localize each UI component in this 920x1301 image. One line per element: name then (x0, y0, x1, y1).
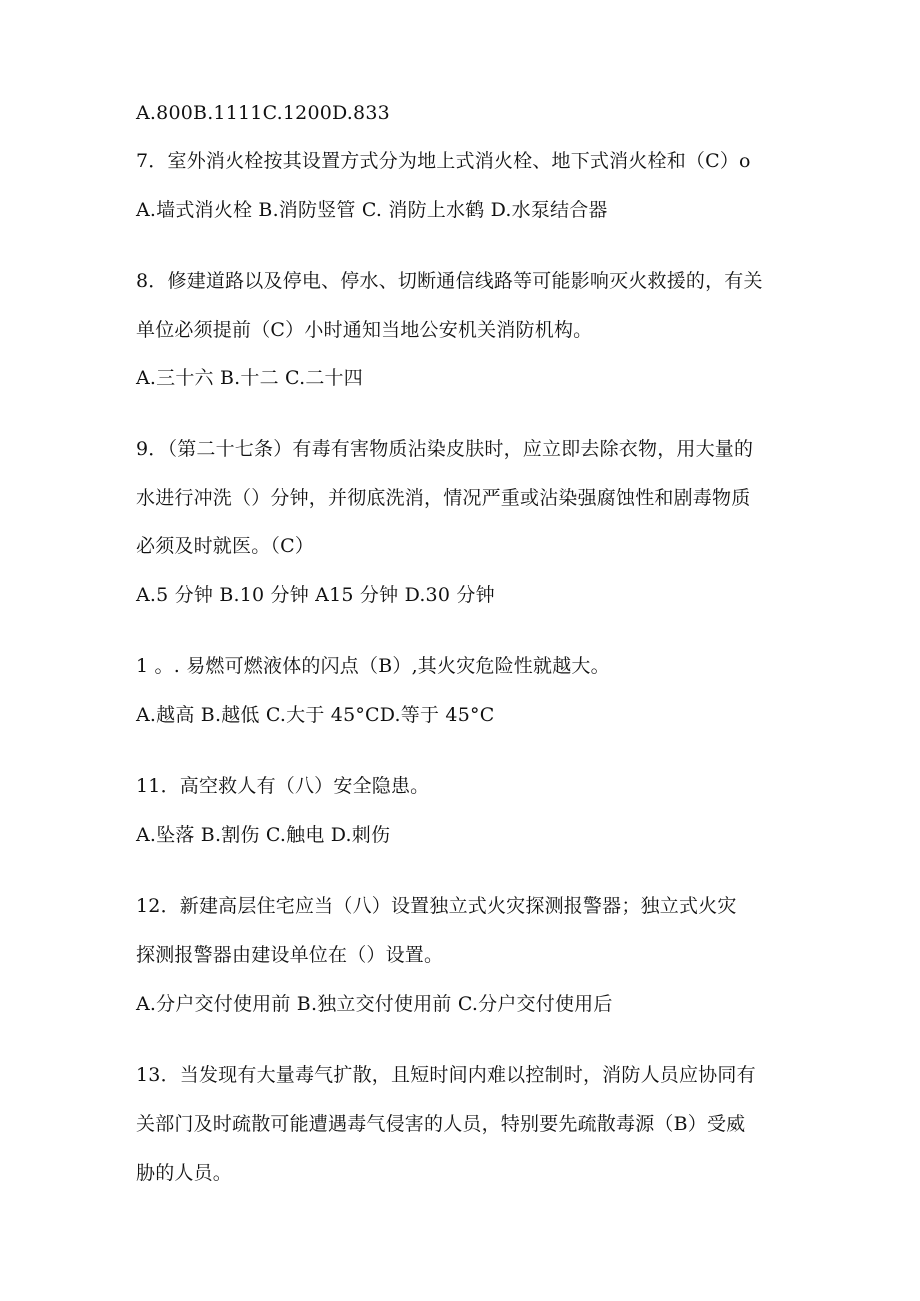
answer-options-q12: A.分户交付使用前 B.独立交付使用前 C.分户交付使用后 (136, 993, 613, 1015)
answer-options-q6: A.800B.1111C.1200D.833 (136, 102, 390, 124)
question-9-line-2: 水进行冲洗（）分钟，并彻底洗消，情况严重或沾染强腐蚀性和剧毒物质 (136, 487, 751, 509)
question-11: 11．高空救人有（八）安全隐患。 (136, 775, 430, 797)
question-9-line-1: 9．（第二十七条）有毒有害物质沾染皮肤时，应立即去除衣物，用大量的 (136, 438, 754, 460)
question-13-line-1: 13．当发现有大量毒气扩散，且短时间内难以控制时，消防人员应协同有 (136, 1064, 756, 1086)
question-8-line-2: 单位必须提前（C）小时通知当地公安机关消防机构。 (136, 319, 593, 341)
question-8-line-1: 8．修建道路以及停电、停水、切断通信线路等可能影响灭火救援的，有关 (136, 270, 763, 292)
question-7: 7．室外消火栓按其设置方式分为地上式消火栓、地下式消火栓和（C）o (136, 150, 751, 172)
question-13-line-3: 胁的人员。 (136, 1162, 233, 1184)
question-13-line-2: 关部门及时疏散可能遭遇毒气侵害的人员，特别要先疏散毒源（B）受威 (136, 1113, 746, 1135)
answer-options-q10: A.越高 B.越低 C.大于 45°CD.等于 45°C (136, 704, 495, 726)
answer-options-q9: A.5 分钟 B.10 分钟 A15 分钟 D.30 分钟 (136, 584, 495, 606)
answer-options-q8: A.三十六 B.十二 C.二十四 (136, 367, 363, 389)
answer-options-q7: A.墙式消火栓 B.消防竖管 C. 消防上水鹤 D.水泵结合器 (136, 199, 608, 221)
question-10: 1 。. 易燃可燃液体的闪点（B）,其火灾危险性就越大。 (136, 655, 610, 677)
question-9-line-3: 必须及时就医。（C） (136, 535, 315, 557)
answer-options-q11: A.坠落 B.割伤 C.触电 D.刺伤 (136, 824, 391, 846)
question-12-line-1: 12．新建高层住宅应当（八）设置独立式火灾探测报警器；独立式火灾 (136, 895, 737, 917)
question-12-line-2: 探测报警器由建设单位在（）设置。 (136, 944, 444, 966)
